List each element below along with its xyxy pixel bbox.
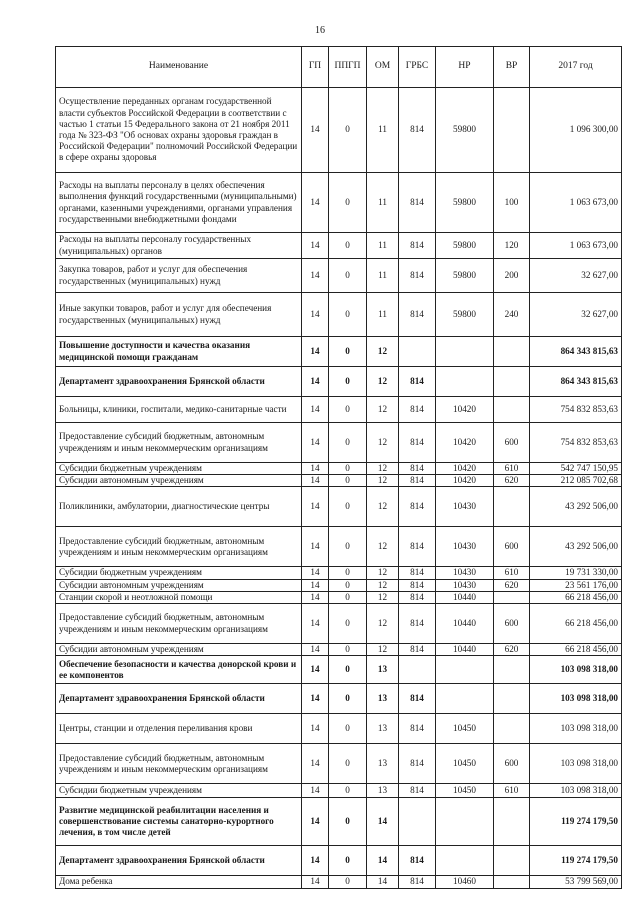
table-body (56, 88, 622, 889)
cell-nr: 10430 (436, 567, 494, 579)
cell-vr (494, 656, 530, 684)
cell-amount: 19 731 330,00 (530, 567, 622, 579)
cell-grbs: 814 (399, 846, 436, 876)
cell-om: 14 (367, 846, 399, 876)
table-row (56, 591, 622, 603)
cell-om: 12 (367, 591, 399, 603)
cell-name: Департамент здравоохранения Брянской области (56, 367, 302, 397)
cell-ppgp: 0 (329, 487, 367, 527)
cell-om: 12 (367, 397, 399, 423)
cell-name: Осуществление переданных органам государственной власти субъектов Российской Федерации в соответствии с частью 1 статьи 15 Федерального закона от 21 ноября 2011 года № 323-ФЗ "Об основах охраны здоровья граждан в Российской Федерации" полномочий Российской Федерации в сфере охраны здоровья (56, 88, 302, 173)
cell-name: Закупка товаров, работ и услуг для обеспечения государственных (муниципальных) нужд (56, 259, 302, 293)
cell-om: 11 (367, 88, 399, 173)
cell-ppgp: 0 (329, 591, 367, 603)
cell-vr: 610 (494, 463, 530, 475)
cell-gp: 14 (302, 567, 329, 579)
table-row (56, 684, 622, 714)
cell-gp: 14 (302, 876, 329, 888)
cell-vr: 600 (494, 604, 530, 644)
col-header-om: ОМ (367, 47, 399, 88)
cell-vr (494, 487, 530, 527)
cell-ppgp: 0 (329, 604, 367, 644)
cell-name: Субсидии бюджетным учреждениям (56, 463, 302, 475)
cell-amount: 754 832 853,63 (530, 397, 622, 423)
cell-nr (436, 656, 494, 684)
table-row (56, 293, 622, 337)
cell-grbs: 814 (399, 367, 436, 397)
cell-om: 14 (367, 876, 399, 888)
table-row (56, 644, 622, 656)
cell-grbs: 814 (399, 784, 436, 798)
table-row (56, 714, 622, 744)
table-row (56, 846, 622, 876)
cell-amount: 103 098 318,00 (530, 656, 622, 684)
cell-name: Дома ребенка (56, 876, 302, 888)
cell-vr (494, 684, 530, 714)
col-header-ppgp: ППГП (329, 47, 367, 88)
cell-amount: 32 627,00 (530, 293, 622, 337)
cell-amount: 864 343 815,63 (530, 337, 622, 367)
cell-nr: 10450 (436, 784, 494, 798)
cell-om: 11 (367, 173, 399, 233)
cell-nr: 10440 (436, 604, 494, 644)
cell-name: Иные закупки товаров, работ и услуг для обеспечения государственных (муниципальных) нужд (56, 293, 302, 337)
cell-om: 12 (367, 423, 399, 463)
cell-vr: 600 (494, 527, 530, 567)
cell-nr (436, 798, 494, 846)
cell-ppgp: 0 (329, 88, 367, 173)
cell-gp: 14 (302, 233, 329, 259)
cell-vr: 240 (494, 293, 530, 337)
cell-name: Расходы на выплаты персоналу государственных (муниципальных) органов (56, 233, 302, 259)
cell-gp: 14 (302, 714, 329, 744)
cell-gp: 14 (302, 656, 329, 684)
cell-vr (494, 714, 530, 744)
cell-amount: 43 292 506,00 (530, 487, 622, 527)
cell-name: Развитие медицинской реабилитации населения и совершенствование системы санаторно-курортного лечения, в том числе детей (56, 798, 302, 846)
cell-grbs: 814 (399, 423, 436, 463)
cell-om: 12 (367, 475, 399, 487)
cell-vr: 600 (494, 744, 530, 784)
cell-amount: 43 292 506,00 (530, 527, 622, 567)
cell-nr: 59800 (436, 293, 494, 337)
cell-gp: 14 (302, 463, 329, 475)
cell-grbs: 814 (399, 527, 436, 567)
cell-nr: 10420 (436, 397, 494, 423)
cell-nr: 59800 (436, 88, 494, 173)
cell-grbs (399, 656, 436, 684)
cell-ppgp: 0 (329, 475, 367, 487)
table-row (56, 259, 622, 293)
cell-vr (494, 846, 530, 876)
cell-gp: 14 (302, 744, 329, 784)
cell-vr: 620 (494, 579, 530, 591)
cell-amount: 32 627,00 (530, 259, 622, 293)
cell-gp: 14 (302, 337, 329, 367)
cell-vr (494, 876, 530, 888)
cell-om: 12 (367, 463, 399, 475)
cell-om: 12 (367, 337, 399, 367)
cell-gp: 14 (302, 684, 329, 714)
cell-ppgp: 0 (329, 876, 367, 888)
cell-om: 12 (367, 487, 399, 527)
cell-gp: 14 (302, 527, 329, 567)
cell-name: Центры, станции и отделения переливания крови (56, 714, 302, 744)
cell-amount: 103 098 318,00 (530, 714, 622, 744)
cell-amount: 754 832 853,63 (530, 423, 622, 463)
col-header-year-2017: 2017 год (530, 47, 622, 88)
cell-amount: 1 063 673,00 (530, 173, 622, 233)
cell-gp: 14 (302, 293, 329, 337)
page-number: 16 (315, 25, 325, 36)
cell-grbs: 814 (399, 744, 436, 784)
cell-om: 11 (367, 233, 399, 259)
cell-amount: 119 274 179,50 (530, 798, 622, 846)
cell-amount: 119 274 179,50 (530, 846, 622, 876)
cell-vr: 200 (494, 259, 530, 293)
table-row (56, 337, 622, 367)
cell-amount: 542 747 150,95 (530, 463, 622, 475)
cell-om: 12 (367, 567, 399, 579)
cell-nr: 10460 (436, 876, 494, 888)
cell-grbs: 814 (399, 714, 436, 744)
table-row (56, 475, 622, 487)
cell-grbs: 814 (399, 397, 436, 423)
cell-name: Департамент здравоохранения Брянской области (56, 846, 302, 876)
cell-ppgp: 0 (329, 684, 367, 714)
cell-amount: 103 098 318,00 (530, 684, 622, 714)
cell-name: Субсидии бюджетным учреждениям (56, 784, 302, 798)
cell-grbs: 814 (399, 88, 436, 173)
cell-nr: 10440 (436, 644, 494, 656)
cell-grbs: 814 (399, 604, 436, 644)
cell-grbs: 814 (399, 579, 436, 591)
cell-vr: 620 (494, 644, 530, 656)
table-row (56, 463, 622, 475)
cell-nr: 59800 (436, 259, 494, 293)
cell-amount: 66 218 456,00 (530, 644, 622, 656)
cell-name: Департамент здравоохранения Брянской области (56, 684, 302, 714)
cell-nr: 59800 (436, 233, 494, 259)
cell-nr (436, 684, 494, 714)
table-row (56, 367, 622, 397)
cell-vr: 100 (494, 173, 530, 233)
header-row (56, 47, 622, 88)
cell-name: Предоставление субсидий бюджетным, автономным учреждениям и иным некоммерческим организациям (56, 744, 302, 784)
table-row (56, 579, 622, 591)
cell-vr: 600 (494, 423, 530, 463)
cell-ppgp: 0 (329, 798, 367, 846)
col-header-grbs: ГРБС (399, 47, 436, 88)
table-row (56, 487, 622, 527)
cell-name: Обеспечение безопасности и качества донорской крови и ее компонентов (56, 656, 302, 684)
table-row (56, 527, 622, 567)
cell-nr: 10430 (436, 527, 494, 567)
cell-vr: 610 (494, 567, 530, 579)
cell-nr (436, 367, 494, 397)
cell-name: Повышение доступности и качества оказания медицинской помощи гражданам (56, 337, 302, 367)
cell-om: 13 (367, 684, 399, 714)
cell-om: 12 (367, 644, 399, 656)
cell-amount: 1 063 673,00 (530, 233, 622, 259)
cell-om: 13 (367, 656, 399, 684)
cell-ppgp: 0 (329, 423, 367, 463)
cell-ppgp: 0 (329, 337, 367, 367)
cell-nr: 10440 (436, 591, 494, 603)
cell-amount: 23 561 176,00 (530, 579, 622, 591)
cell-gp: 14 (302, 487, 329, 527)
cell-name: Субсидии автономным учреждениям (56, 579, 302, 591)
table-row (56, 744, 622, 784)
cell-ppgp: 0 (329, 259, 367, 293)
cell-gp: 14 (302, 846, 329, 876)
cell-nr: 10450 (436, 744, 494, 784)
col-header-gp: ГП (302, 47, 329, 88)
cell-name: Субсидии бюджетным учреждениям (56, 567, 302, 579)
cell-grbs: 814 (399, 876, 436, 888)
cell-om: 12 (367, 579, 399, 591)
cell-vr (494, 88, 530, 173)
col-header-name: Наименование (56, 47, 302, 88)
cell-om: 11 (367, 293, 399, 337)
cell-grbs (399, 337, 436, 367)
cell-grbs: 814 (399, 591, 436, 603)
cell-name: Расходы на выплаты персоналу в целях обеспечения выполнения функций государственными (муниципальными) органами, казенными учреждениями, органами управления государственными внебюджетными фондами (56, 173, 302, 233)
cell-om: 12 (367, 527, 399, 567)
table-row (56, 173, 622, 233)
cell-grbs: 814 (399, 475, 436, 487)
cell-grbs: 814 (399, 233, 436, 259)
cell-ppgp: 0 (329, 567, 367, 579)
cell-vr (494, 337, 530, 367)
cell-amount: 103 098 318,00 (530, 744, 622, 784)
cell-om: 11 (367, 259, 399, 293)
cell-amount: 53 799 569,00 (530, 876, 622, 888)
cell-om: 12 (367, 604, 399, 644)
cell-ppgp: 0 (329, 579, 367, 591)
cell-gp: 14 (302, 88, 329, 173)
cell-gp: 14 (302, 591, 329, 603)
cell-gp: 14 (302, 579, 329, 591)
cell-amount: 103 098 318,00 (530, 784, 622, 798)
cell-nr: 10450 (436, 714, 494, 744)
cell-ppgp: 0 (329, 784, 367, 798)
cell-vr (494, 798, 530, 846)
cell-ppgp: 0 (329, 527, 367, 567)
budget-table (55, 46, 622, 889)
cell-name: Больницы, клиники, госпитали, медико-санитарные части (56, 397, 302, 423)
col-header-nr: НР (436, 47, 494, 88)
cell-ppgp: 0 (329, 397, 367, 423)
cell-ppgp: 0 (329, 233, 367, 259)
table-row (56, 397, 622, 423)
cell-nr: 10430 (436, 487, 494, 527)
cell-grbs (399, 798, 436, 846)
cell-vr: 610 (494, 784, 530, 798)
cell-vr (494, 397, 530, 423)
col-header-vr: ВР (494, 47, 530, 88)
cell-gp: 14 (302, 644, 329, 656)
cell-gp: 14 (302, 475, 329, 487)
cell-ppgp: 0 (329, 367, 367, 397)
cell-name: Предоставление субсидий бюджетным, автономным учреждениям и иным некоммерческим организациям (56, 604, 302, 644)
cell-nr: 59800 (436, 173, 494, 233)
table-row (56, 604, 622, 644)
cell-vr (494, 367, 530, 397)
cell-gp: 14 (302, 798, 329, 846)
table-row (56, 423, 622, 463)
cell-name: Предоставление субсидий бюджетным, автономным учреждениям и иным некоммерческим организациям (56, 423, 302, 463)
cell-vr: 620 (494, 475, 530, 487)
cell-gp: 14 (302, 367, 329, 397)
table-row (56, 567, 622, 579)
cell-ppgp: 0 (329, 846, 367, 876)
cell-ppgp: 0 (329, 173, 367, 233)
cell-amount: 1 096 300,00 (530, 88, 622, 173)
cell-ppgp: 0 (329, 714, 367, 744)
cell-gp: 14 (302, 423, 329, 463)
cell-grbs: 814 (399, 487, 436, 527)
cell-nr: 10420 (436, 475, 494, 487)
cell-ppgp: 0 (329, 644, 367, 656)
cell-name: Поликлиники, амбулатории, диагностические центры (56, 487, 302, 527)
cell-grbs: 814 (399, 567, 436, 579)
cell-grbs: 814 (399, 644, 436, 656)
cell-name: Субсидии автономным учреждениям (56, 475, 302, 487)
cell-amount: 864 343 815,63 (530, 367, 622, 397)
cell-name: Станции скорой и неотложной помощи (56, 591, 302, 603)
cell-nr (436, 337, 494, 367)
cell-nr: 10420 (436, 463, 494, 475)
cell-nr (436, 846, 494, 876)
cell-gp: 14 (302, 259, 329, 293)
table-row (56, 656, 622, 684)
cell-name: Предоставление субсидий бюджетным, автономным учреждениям и иным некоммерческим организациям (56, 527, 302, 567)
cell-gp: 14 (302, 397, 329, 423)
cell-om: 14 (367, 798, 399, 846)
cell-grbs: 814 (399, 173, 436, 233)
cell-om: 13 (367, 744, 399, 784)
cell-grbs: 814 (399, 684, 436, 714)
cell-vr (494, 591, 530, 603)
cell-om: 13 (367, 784, 399, 798)
cell-name: Субсидии автономным учреждениям (56, 644, 302, 656)
cell-nr: 10420 (436, 423, 494, 463)
cell-vr: 120 (494, 233, 530, 259)
cell-om: 13 (367, 714, 399, 744)
cell-gp: 14 (302, 173, 329, 233)
table-row (56, 233, 622, 259)
cell-grbs: 814 (399, 259, 436, 293)
cell-nr: 10430 (436, 579, 494, 591)
cell-ppgp: 0 (329, 293, 367, 337)
cell-ppgp: 0 (329, 463, 367, 475)
cell-gp: 14 (302, 784, 329, 798)
cell-ppgp: 0 (329, 656, 367, 684)
cell-om: 12 (367, 367, 399, 397)
cell-amount: 66 218 456,00 (530, 591, 622, 603)
table-row (56, 88, 622, 173)
cell-grbs: 814 (399, 463, 436, 475)
table-row (56, 876, 622, 888)
table-row (56, 798, 622, 846)
cell-amount: 66 218 456,00 (530, 604, 622, 644)
table-row (56, 784, 622, 798)
cell-ppgp: 0 (329, 744, 367, 784)
cell-grbs: 814 (399, 293, 436, 337)
cell-gp: 14 (302, 604, 329, 644)
cell-amount: 212 085 702,68 (530, 475, 622, 487)
